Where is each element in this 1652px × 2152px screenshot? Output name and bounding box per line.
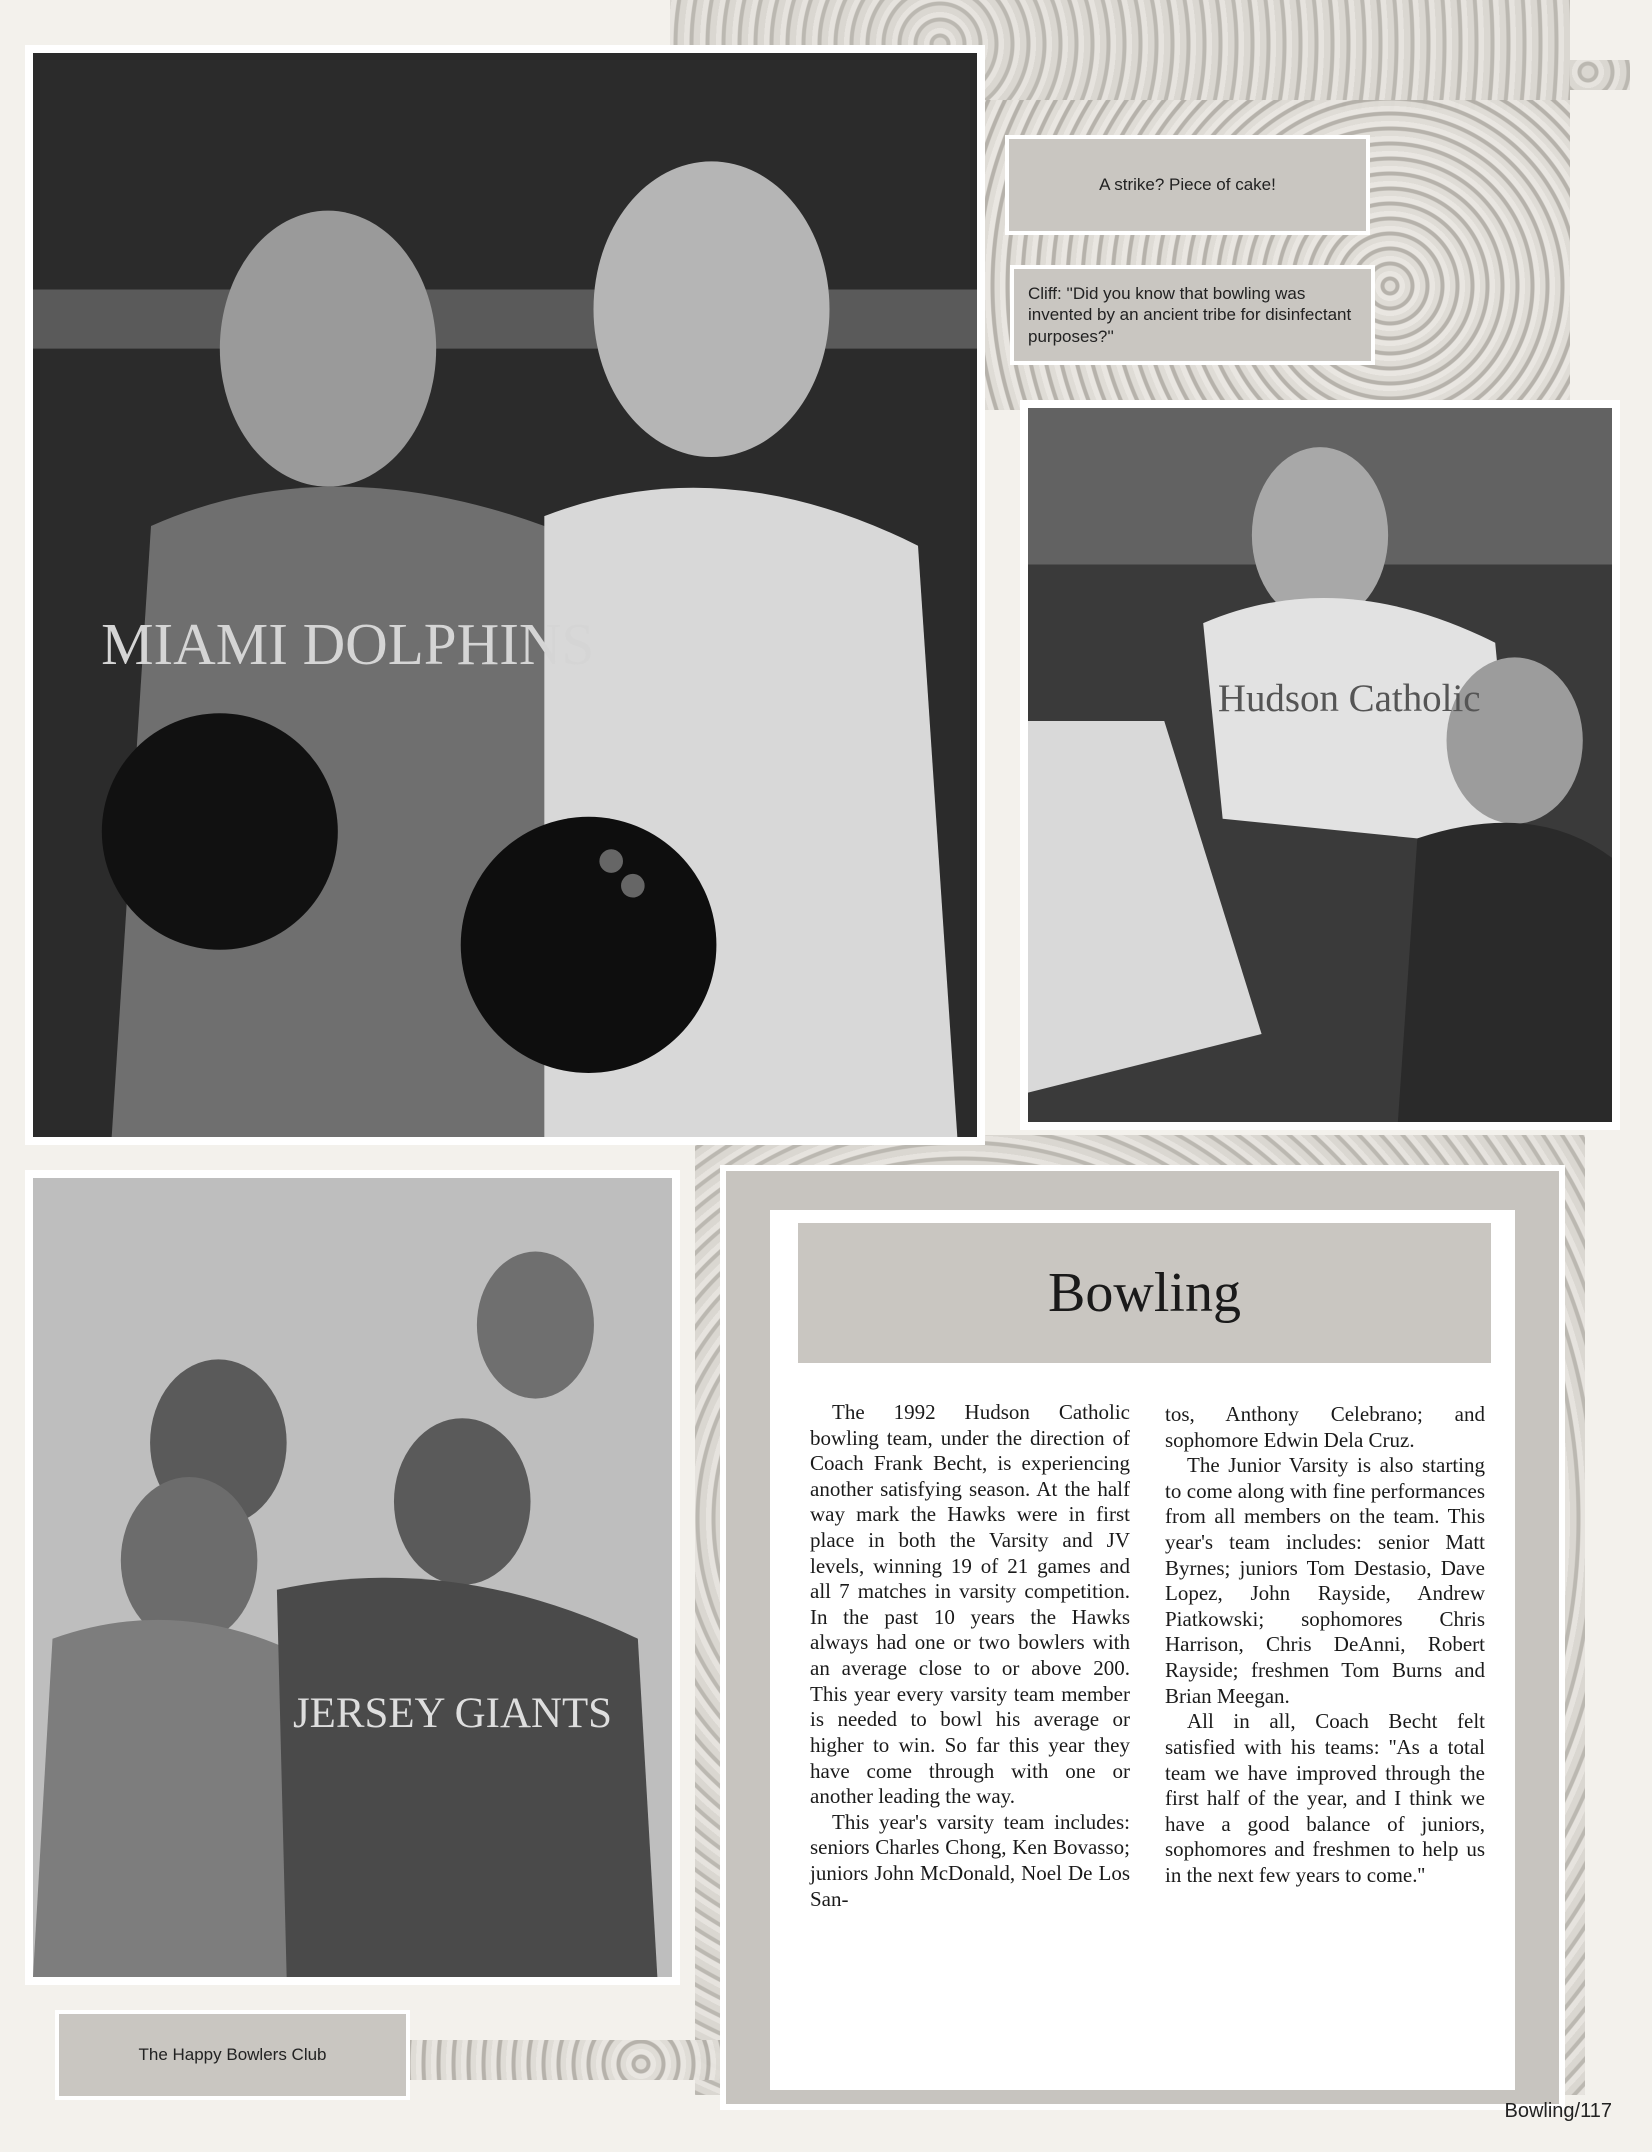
article-column-1: [810, 1400, 1130, 1912]
article-paragraph: tos, Anthony Celebrano; and sophomore Edwin Dela Cruz.: [1165, 1402, 1485, 1452]
photo-two-bowlers: [25, 45, 985, 1145]
caption-strike-text: A strike? Piece of cake!: [1099, 175, 1276, 195]
article-title: Bowling: [798, 1223, 1491, 1363]
article-paragraph: The 1992 Hudson Catholic bowling team, under the direction of Coach Frank Becht, is experiencing another satisfying season. At the half way mark the Hawks were in first place in both the Varsity and JV levels, winning 19 of 21 games and all 7 matches in varsity competition. In the past 10 years the Hawks always had one or two bowlers with an average close to or above 200. This year every varsity team member is needed to bowl his average or higher to win. So far this year they have come through with one or another leading the way.: [810, 1400, 1130, 1809]
caption-club: [55, 2010, 410, 2100]
caption-cliff-text: Cliff: ''Did you know that bowling was invented by an ancient tribe for disinfectant purposes?'': [1028, 284, 1352, 346]
article-paragraph: All in all, Coach Becht felt satisfied with his teams: ''As a total team we have improved through the first half of the year, and I think we have a good balance of juniors, sophomores and freshmen to help us in the next few years to come.'': [1165, 1709, 1485, 1887]
photo-group: [25, 1170, 680, 1985]
caption-club-text: The Happy Bowlers Club: [138, 2045, 327, 2065]
caption-cliff: [1010, 265, 1375, 365]
shirt-text-dolphins: MIAMI DOLPHINS: [101, 610, 595, 677]
photo-group-art: [33, 1178, 672, 1977]
marble-tab-right: [1570, 60, 1630, 90]
shirt-text-hudson: Hudson Catholic: [1217, 677, 1481, 721]
marble-strip-bottom-left: [410, 2040, 740, 2080]
shirt-text-giants: JERSEY GIANTS: [292, 1689, 613, 1738]
photo-score-console: [1020, 400, 1620, 1130]
article-paragraph: The Junior Varsity is also starting to come along with fine performances from all members on the team. This year's team includes: senior Matt Byrnes; juniors Tom Destasio, Dave Lopez, John Rayside, Andrew Piatkowski; sophomores Chris Harrison, Chris DeAnni, Robert Rayside; freshmen Tom Burns and Brian Meegan.: [1165, 1453, 1485, 1708]
caption-strike: [1005, 135, 1370, 235]
article-paragraph: This year's varsity team includes: seniors Charles Chong, Ken Bovasso; juniors John McDonald, Noel De Los San-: [810, 1809, 1130, 1911]
page-number: Bowling/117: [1504, 2100, 1612, 2122]
photo-two-bowlers-art: [33, 53, 977, 1137]
article-column-2: [1165, 1402, 1485, 1889]
photo-score-console-art: [1028, 408, 1612, 1122]
